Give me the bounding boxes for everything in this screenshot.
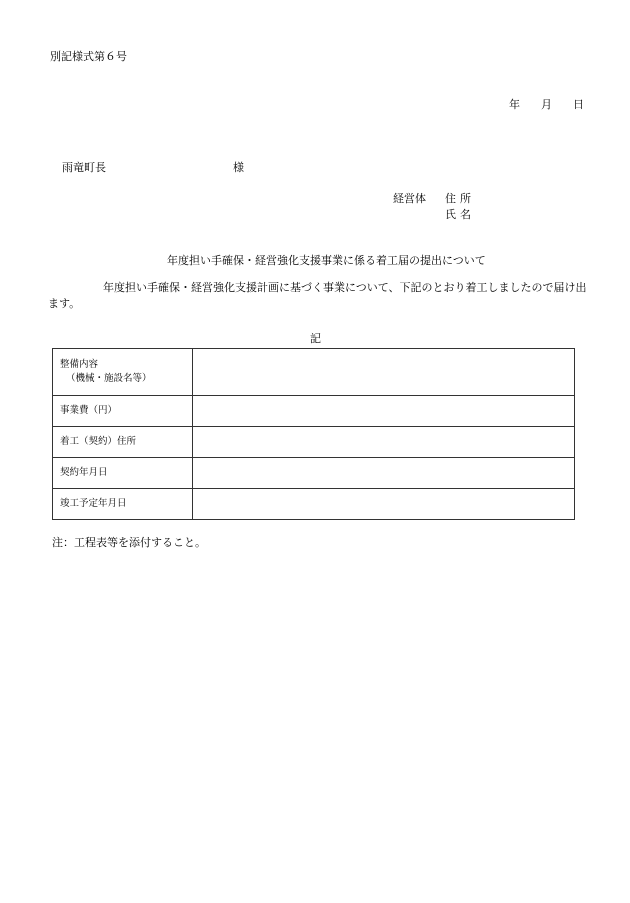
applicant-label: 経営体 [393,192,426,205]
row-label: 竣工予定年月日 [53,489,193,520]
row-label: 事業費（円） [53,396,193,427]
row-label: 契約年月日 [53,458,193,489]
row-value-field[interactable] [193,489,575,520]
address-label: 住所 [445,192,475,205]
row-label [53,349,193,396]
label-main: 整備内容 [60,359,99,370]
table-row [53,458,575,489]
table-row [53,427,575,458]
note-text: 注：工程表等を添付すること。 [52,536,206,549]
date-month-label: 月 [541,98,552,111]
date-day-label: 日 [573,98,584,111]
form-number: 別記様式第６号 [50,50,127,63]
body-text: 年度担い手確保・経営強化支援計画に基づく事業について、下記のとおり着工しましたので届け出ます。 [48,281,587,310]
row-value-field[interactable] [193,427,575,458]
row-value-field[interactable] [193,396,575,427]
name-label: 氏名 [445,208,475,221]
detail-table [52,348,575,520]
table-row [53,396,575,427]
label-sub: （機械・施設名等） [66,373,152,384]
date-year-label: 年 [509,98,520,111]
row-value-field[interactable] [193,349,575,396]
table-row [53,349,575,396]
table-row [53,489,575,520]
row-value-field[interactable] [193,458,575,489]
document-title: 年度担い手確保・経営強化支援事業に係る着工届の提出について [167,254,486,267]
date-field [509,96,584,112]
ki-heading: 記 [310,332,321,345]
addressee-suffix: 様 [233,161,244,174]
row-label: 着工（契約）住所 [53,427,193,458]
addressee-name: 雨竜町長 [62,161,106,174]
